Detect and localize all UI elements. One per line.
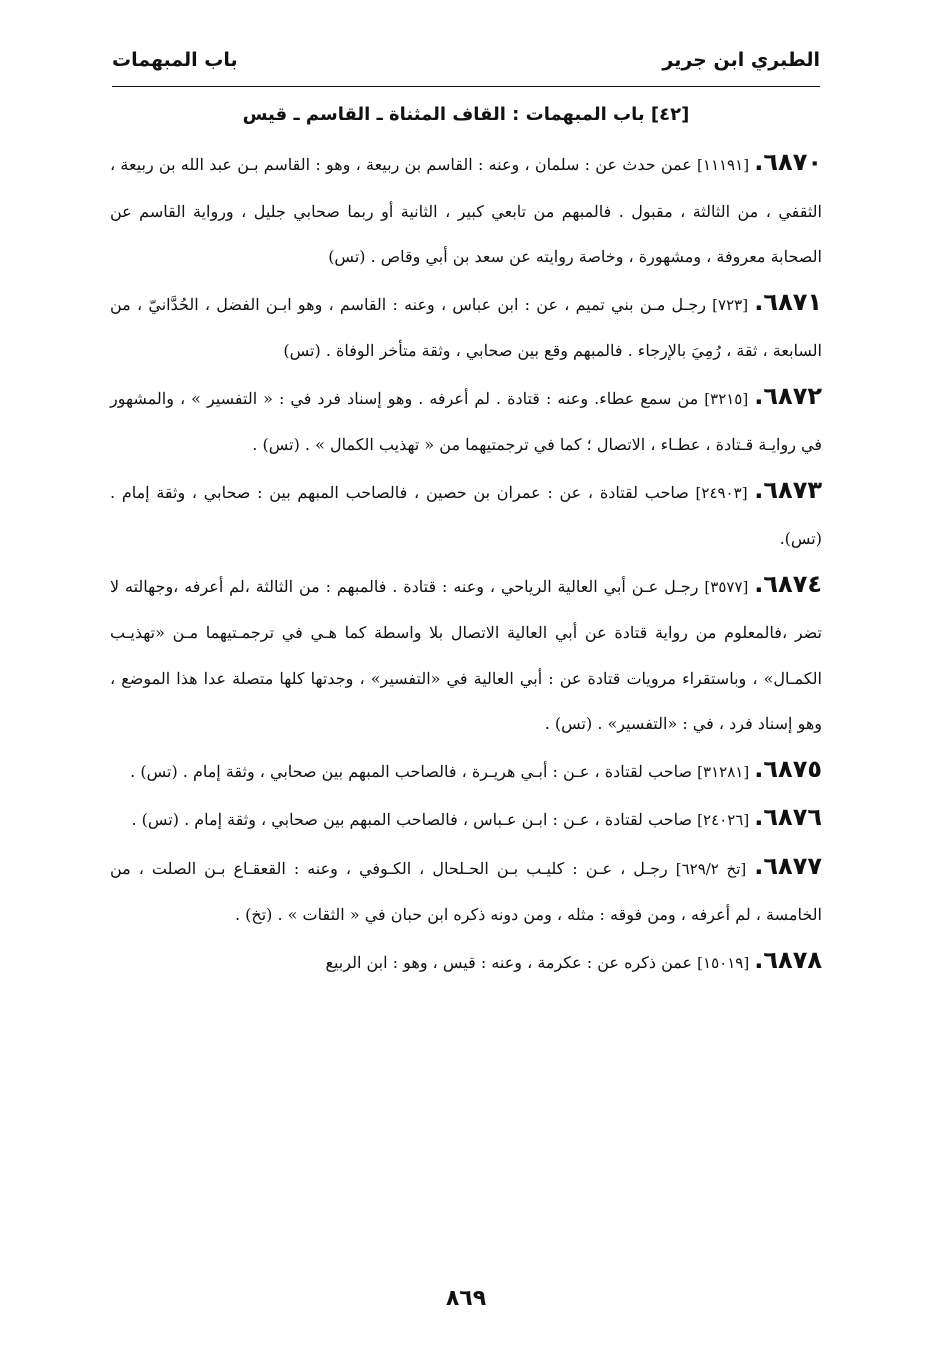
entry-6871 xyxy=(110,280,822,374)
entries-body xyxy=(110,140,822,986)
entry-text: صاحب لقتادة ، عن : عمران بن حصين ، فالصاحب المبهم بين : صحابي ، وثقة إمام . (تس). xyxy=(110,482,822,548)
entry-text: رجـل ، عـن : كليـب بـن الحـلحال ، الكـوفي ، وعنه : القعقـاع بـن الصلت ، من الخامسة ، لم أعرفه ، ومن فوقه : مثله ، ومن دونه ذكره ابن حبان في « الثقات » . (تخ) . xyxy=(110,858,822,924)
entry-text: رجـل عـن أبي العالية الرياحي ، وعنه : قتادة . فالمبهم : من الثالثة ،لم أعرفه ،وجهالته لا تضر ،فالمعلوم من رواية قتادة عن أبي العالية الاتصال بلا واسطة كما هـي في ترجمـتيهما مـن «تهذيـب الكمـال» ، وباستقراء مرويات قتادة عن : أبي العالية في «التفسير» ، وجدتها كلها متصلة عدا هذا الموضع ، وهو إسناد فرد ، في : «التفسير» . (تس) . xyxy=(110,576,822,733)
entry-text: عمن ذكره عن : عكرمة ، وعنه : قيس ، وهو : ابن الربيع xyxy=(325,952,693,972)
entry-text: صاحب لقتادة ، عـن : ابـن عـباس ، فالصاحب المبهم بين صحابي ، وثقة إمام . (تس) . xyxy=(131,810,693,829)
entry-number: ٦٨٧٢. xyxy=(754,381,822,410)
header-divider xyxy=(112,86,820,87)
entry-reference: [٢٤٠٢٦] xyxy=(697,811,750,829)
entry-reference: [٢٤٩٠٣] xyxy=(695,483,748,502)
entry-number: ٦٨٧٠. xyxy=(754,148,822,176)
entry-6878 xyxy=(110,938,822,987)
entry-6870 xyxy=(110,140,822,280)
entry-text: من سمع عطاء. وعنه : قتادة . لم أعرفه . وهو إسناد فرد في : « التفسير » ، والمشهور في روايـة قـتادة ، عطـاء ، الاتصال ؛ كما في ترجمتيهما من « تهذيب الكمال » . (تس) . xyxy=(110,388,822,454)
header-chapter: باب المبهمات xyxy=(112,49,238,71)
entry-number: ٦٨٧٤. xyxy=(754,569,822,598)
entry-6872 xyxy=(110,374,822,468)
entry-6877 xyxy=(110,844,822,938)
entry-number: ٦٨٧٨. xyxy=(754,945,822,974)
entry-reference: [١١١٩١] xyxy=(697,156,750,174)
entry-reference: [٣١٢٨١] xyxy=(697,762,750,781)
entry-number: ٦٨٧٧. xyxy=(754,851,822,880)
header-author: الطبري ابن جرير xyxy=(662,49,820,71)
entry-reference: [٣٢١٥] xyxy=(704,389,749,408)
entry-6874 xyxy=(110,562,822,747)
entry-number: ٦٨٧٦. xyxy=(754,803,822,831)
entry-reference: [٧٢٣] xyxy=(712,295,749,314)
entry-6873 xyxy=(110,468,822,562)
entry-text: رجـل مـن بني تميم ، عن : ابن عباس ، وعنه : القاسم ، وهو ابـن الفضل ، الحُدَّانيّ ، من السابعة ، ثقة ، رُمِيَ بالإرجاء . فالمبهم وقع بين صحابي ، وثقة متأخر الوفاة . (تس) xyxy=(110,294,822,360)
entry-text: صاحب لقتادة ، عـن : أبـي هريـرة ، فالصاحب المبهم بين صحابي ، وثقة إمام . (تس) . xyxy=(130,761,693,781)
entry-number: ٦٨٧٥. xyxy=(754,754,822,783)
entry-6876 xyxy=(110,795,822,844)
entry-number: ٦٨٧٣. xyxy=(754,475,822,504)
entry-reference: [١٥٠١٩] xyxy=(697,953,750,972)
running-header xyxy=(112,40,820,80)
section-title: [٤٢] باب المبهمات : القاف المثناة ـ القاسم ـ قيس xyxy=(242,104,690,125)
entry-reference: [تخ ٦٢٩/٢] xyxy=(675,859,747,878)
entry-6875 xyxy=(110,747,822,796)
entry-number: ٦٨٧١. xyxy=(754,287,823,316)
entry-text: عمن حدث عن : سلمان ، وعنه : القاسم بن ربيعة ، وهو : القاسم بـن عبد الله بن ربيعة ، الثقفي ، من الثالثة ، مقبول . فالمبهم من تابعي كبير ، الثانية أو ربما صحابي جليل ، ورواية القاسم عن الصحابة معروفة ، ومشهورة ، وخاصة روايته عن سعد بن أبي وقاص . (تس) xyxy=(110,155,822,266)
entry-reference: [٣٥٧٧] xyxy=(704,577,749,596)
page-number: ٨٦٩ xyxy=(445,1286,487,1311)
